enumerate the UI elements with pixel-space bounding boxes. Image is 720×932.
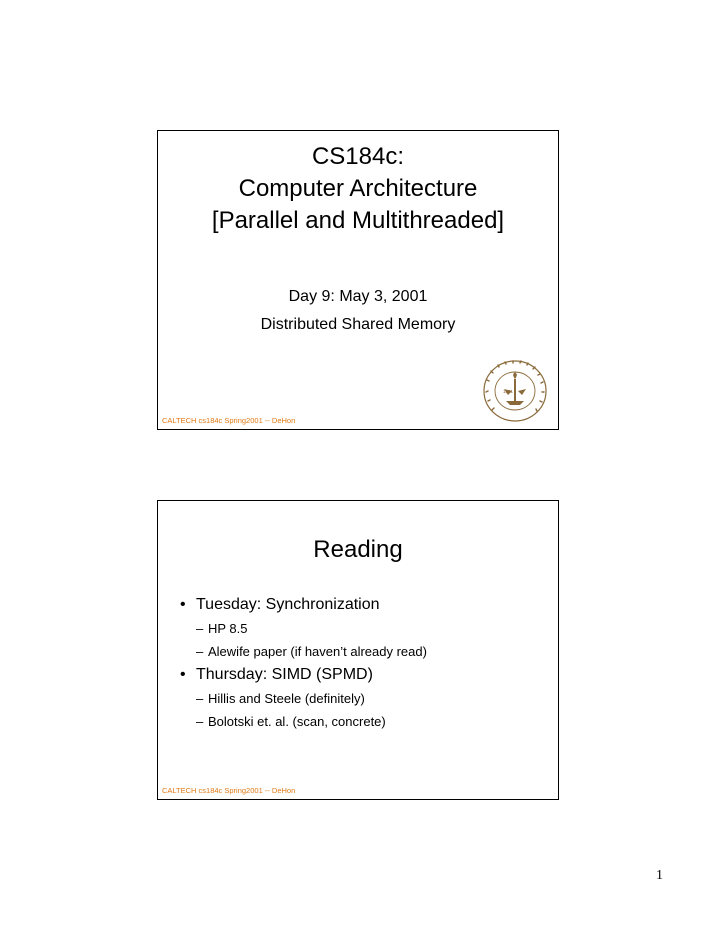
sub-bullet-item	[180, 617, 550, 640]
bullet-dot: •	[180, 666, 186, 683]
sub-bullet-dash: –	[196, 691, 204, 706]
sub-bullet-dash: –	[196, 644, 204, 659]
subtitle-line: Distributed Shared Memory	[260, 316, 456, 333]
slide-title-heading	[158, 141, 558, 237]
bullet-item	[180, 593, 550, 617]
bullet-dot: •	[180, 596, 186, 613]
bullet-text: Thursday: SIMD (SPMD)	[196, 666, 373, 683]
subtitle-line: Day 9: May 3, 2001	[288, 288, 428, 305]
title-line: [Parallel and Multithreaded]	[211, 207, 505, 234]
title-line: CS184c:	[311, 143, 405, 170]
sub-bullet-dash: –	[196, 714, 204, 729]
sub-bullet-text: Alewife paper (if haven’t already read)	[208, 644, 427, 659]
sub-bullet-item	[180, 687, 550, 710]
seal-year: 1891	[502, 389, 514, 394]
slide-reading	[157, 500, 559, 800]
sub-bullet-text: Hillis and Steele (definitely)	[208, 691, 365, 706]
sub-bullet-item	[180, 710, 550, 733]
bullet-item	[180, 663, 550, 687]
bullet-text: Tuesday: Synchronization	[196, 596, 380, 613]
sub-bullet-text: HP 8.5	[208, 621, 248, 636]
page-number: 1	[656, 868, 663, 883]
sub-bullet-item	[180, 640, 550, 663]
title-line: Computer Architecture	[238, 175, 478, 202]
slide-reading-title: Reading	[313, 536, 403, 563]
reading-bullet-list	[180, 593, 550, 733]
caltech-seal-icon	[482, 359, 548, 423]
sub-bullet-text: Bolotski et. al. (scan, concrete)	[208, 714, 386, 729]
slide-title-subtitle	[158, 283, 558, 339]
slide-title	[157, 130, 559, 430]
slide-footer: CALTECH cs184c Spring2001 -- DeHon	[162, 786, 296, 795]
slide-footer: CALTECH cs184c Spring2001 -- DeHon	[162, 416, 296, 425]
sub-bullet-dash: –	[196, 621, 204, 636]
